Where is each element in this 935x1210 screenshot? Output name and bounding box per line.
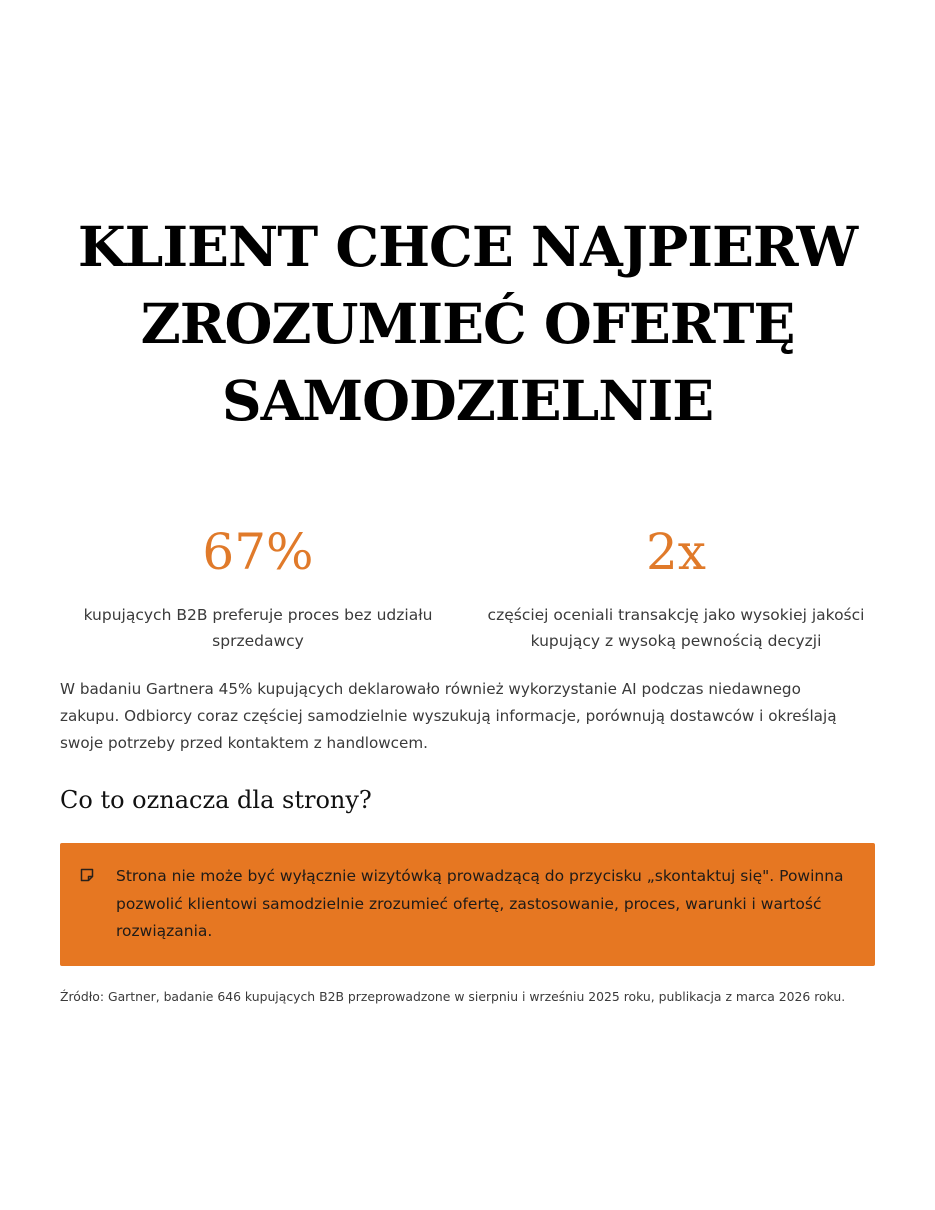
body-paragraph bbox=[60, 676, 880, 757]
callout-box bbox=[60, 843, 875, 966]
callout-line: pozwolić klientowi samodzielnie zrozumieć ofertę, zastosowanie, proces, warunki i wartość bbox=[116, 894, 822, 913]
note-icon bbox=[80, 868, 94, 882]
stat-caption bbox=[466, 602, 886, 654]
body-line: zakupu. Odbiorcy coraz częściej samodzielnie wyszukują informacje, porównują dostawców i określają bbox=[60, 707, 837, 725]
stat-caption-line: kupujących B2B preferuje proces bez udziału bbox=[83, 606, 433, 624]
stat-caption bbox=[48, 602, 468, 654]
body-line: swoje potrzeby przed kontaktem z handlowcem. bbox=[60, 734, 428, 752]
title-line: KLIENT CHCE NAJPIERW bbox=[77, 214, 858, 279]
section-heading: Co to oznacza dla strony? bbox=[60, 786, 372, 814]
stat-caption-line: sprzedawcy bbox=[212, 632, 304, 650]
stat-caption-line: kupujący z wysoką pewnością decyzji bbox=[530, 632, 822, 650]
title-line: ZROZUMIEĆ OFERTĘ bbox=[140, 291, 795, 356]
body-line: W badaniu Gartnera 45% kupujących deklarowało również wykorzystanie AI podczas niedawnego bbox=[60, 680, 801, 698]
stat-block-percent bbox=[48, 522, 468, 654]
callout-line: rozwiązania. bbox=[116, 922, 213, 940]
stat-block-multiplier bbox=[466, 522, 886, 654]
source-note: Źródło: Gartner, badanie 646 kupujących B2B przeprowadzone w sierpniu i wrześniu 2025 roku, publikacja z marca 2026 roku. bbox=[60, 989, 846, 1004]
stat-value: 2x bbox=[645, 523, 706, 581]
callout-line: Strona nie może być wyłącznie wizytówką prowadzącą do przycisku „skontaktuj się". Powinna bbox=[116, 867, 844, 885]
callout-text bbox=[116, 863, 855, 946]
title-line: SAMODZIELNIE bbox=[221, 368, 714, 433]
stat-caption-line: częściej oceniali transakcję jako wysokiej jakości bbox=[487, 606, 865, 624]
stat-value: 67% bbox=[202, 523, 314, 581]
page-title bbox=[40, 208, 895, 439]
